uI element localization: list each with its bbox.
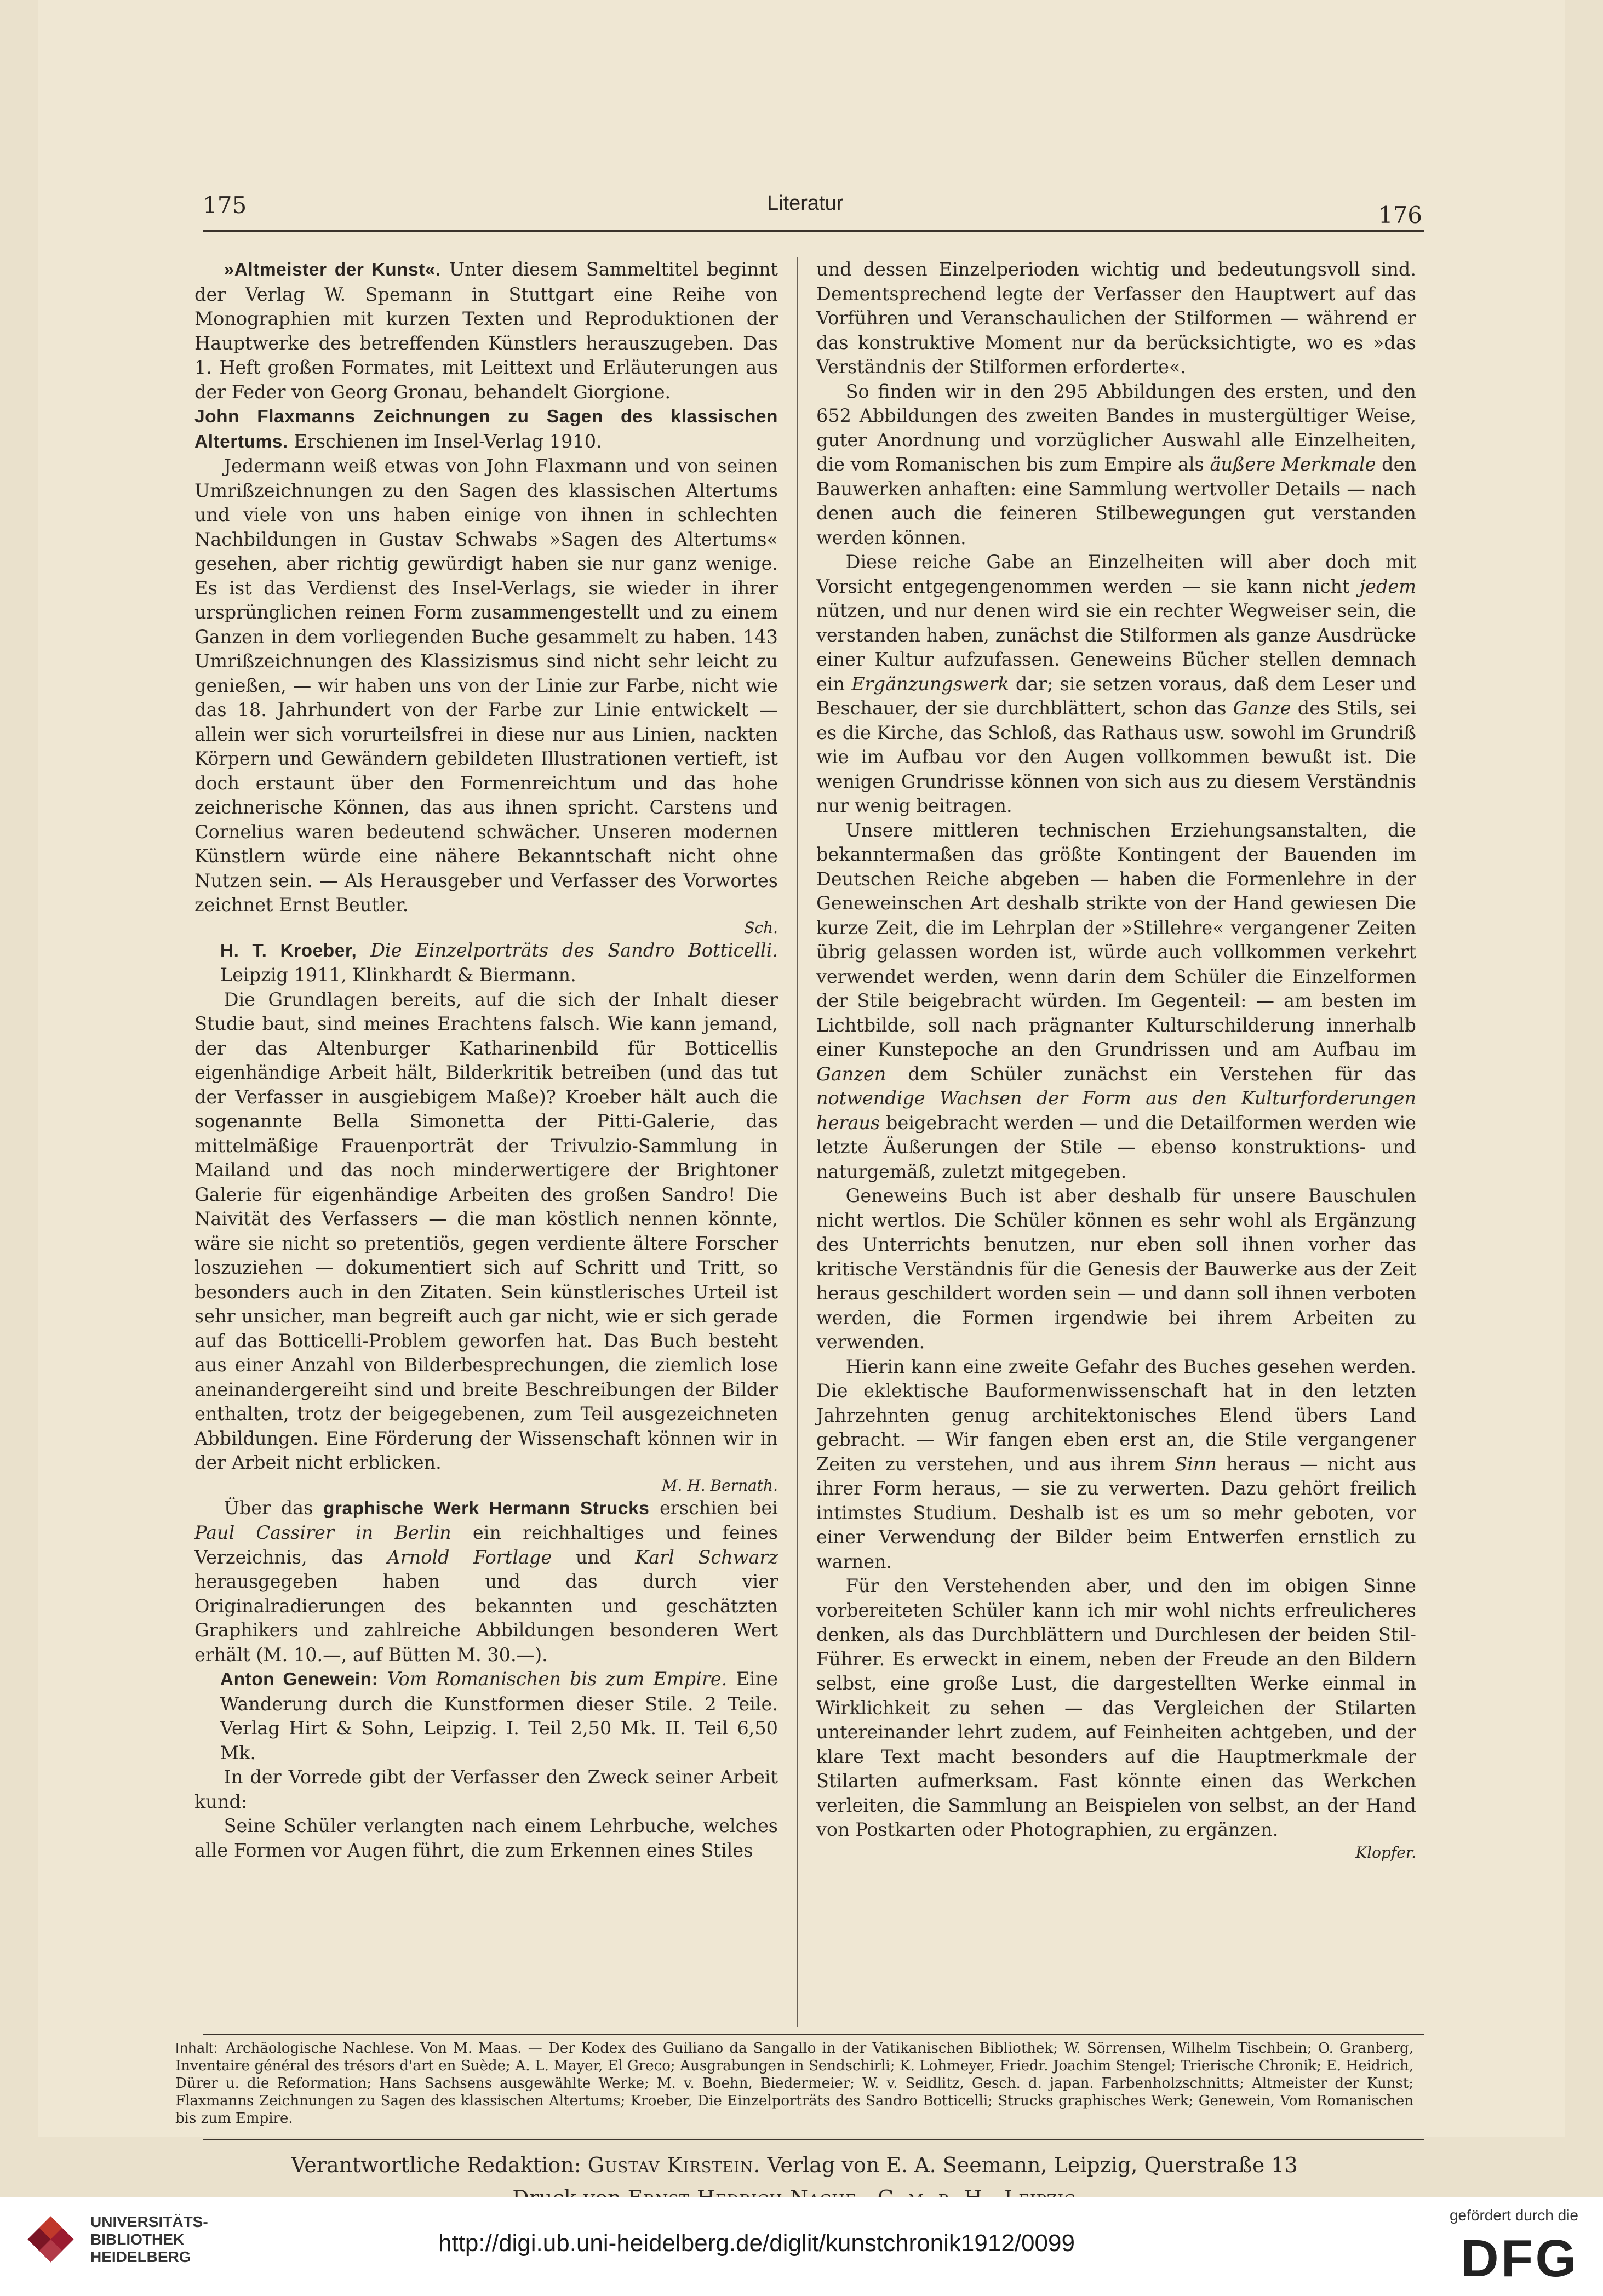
paragraph bbox=[816, 550, 1416, 818]
emphasis: jedem bbox=[1359, 575, 1416, 597]
emphasis: Ganzen bbox=[816, 1063, 886, 1085]
entry-genewein bbox=[194, 1667, 778, 1765]
signature: Sch. bbox=[744, 918, 778, 937]
paragraph: und dessen Einzelperioden wichtig und bedeutungsvoll sind. Dementsprechend legte der Verfasser den Hauptwert auf das Vorführen und Veranschaulichen der Stilformen — während er das konstruktive Moment nur da berücksichtigte, wo es »das Verständnis der Stilformen erforderte«. bbox=[816, 259, 1416, 377]
text: So finden wir in den 295 Abbildungen des ersten, und den 652 Abbildungen des zweiten Bandes in mustergültiger Weise, guter Anordnung und vorzüglicher Auswahl alle Einzelheiten, die vom Romanischen bis zum Empire als bbox=[816, 380, 1416, 475]
text: dar; sie setzen voraus, daß dem Leser und Beschauer, der sie durchblättert, schon das bbox=[816, 673, 1416, 719]
emphasis: Sinn bbox=[1175, 1453, 1217, 1475]
signature: Klopfer. bbox=[1355, 1843, 1416, 1862]
imprint-text: Verantwortliche Redaktion: bbox=[291, 2153, 581, 2177]
paragraph: Die Grundlagen bereits, auf die sich der Inhalt dieser Studie baut, sind meines Erachtens falsch. Wie kann jemand, der das Altenburger Katharinenbild für Botticellis eigenhändige Arbeit hält, Bilderkritik betreiben (und das tut der Verfasser in ausgiebigem Maße)? Kroeber hält auch die sogenannte Bella Simonetta der Pitti-Galerie, das mittelmäßige Frauenporträt der Trivulzio-Sammlung in Mailand und das noch minderwertigere der Brightoner Galerie für eigenhändige Arbeiten des großen Sandro! Die Naivität des Verfassers — die man köstlich nennen könnte, wäre sie nicht so pretentiös, gegen verdiente ältere Forscher loszuziehen — dokumentiert sich auf Schritt und Tritt, so besonders auch in den Zitaten. Sein künstlerisches Urteil ist sehr unsicher, man begreift auch gar nicht, wie er sich gerade auf das Botticelli-Problem geworfen hat. Das Buch besteht aus einer Anzahl von Bilderbesprechungen, die ziemlich lose aneinandergereiht sind und breite Beschreibungen der Bilder enthalten, trotz der beigegebenen, zum Teil ausgezeichneten Abbildungen. Eine Förderung der Wissenschaft können wir in der Arbeit nicht erblicken. bbox=[194, 988, 778, 1473]
contents-label: Inhalt: bbox=[175, 2040, 218, 2056]
text: den Bauwerken anhaften: eine Sammlung wertvoller Details — nach denen auch die feineren Stilbewegungen gut verstanden werden können. bbox=[816, 454, 1416, 548]
text: Hierin kann eine zweite Gefahr des Buches gesehen werden. Die eklektische Bauformenwissenschaft hat in den letzten Jahrzehnten genug architektonisches Elend übers Land gebracht. — Wir fangen eben erst an, die Stile vergangener Zeiten zu verstehen, und aus ihrem bbox=[816, 1355, 1416, 1475]
paragraph bbox=[816, 818, 1416, 1184]
dfg-logo[interactable]: DFG bbox=[1461, 2229, 1578, 2288]
emphasis: notwendige Wachsen der Form aus den Kulturforderungen heraus bbox=[816, 1087, 1416, 1133]
entry-text: ein reichhaltiges und feines Verzeichnis, das bbox=[194, 1522, 778, 1568]
ub-heidelberg-logo[interactable] bbox=[22, 2211, 208, 2268]
entry-text: Unter diesem Sammeltitel beginnt der Verlag W. Spemann in Stuttgart eine Reihe von Monographien mit kurzen Texten und Reproduktionen der Hauptwerke des betreffenden Künstlers herauszugeben. Das 1. Heft großen Formates, mit Leittext und Erläuterungen aus der Feder von Georg Gronau, behandelt Giorgione. bbox=[194, 259, 778, 403]
entry-text: herausgegeben haben und das durch vier Originalradierungen des bekannten und geschätzten Graphikers und zahlreiche Abbildungen besonderen Wert erhält (M. 10.—, auf Bütten M. 30.—). bbox=[194, 1571, 778, 1665]
entry-heading: graphische Werk Hermann Strucks bbox=[323, 1498, 650, 1519]
text: nützen, und nur denen wird sie ein rechter Wegweiser sein, die verstanden haben, zunächst die Stilformen als ganze Ausdrücke einer Kultur aufzufassen. Geneweins Bücher stellen demnach ein bbox=[816, 600, 1416, 695]
header-rule bbox=[203, 230, 1424, 232]
logo-line: UNIVERSITÄTS- bbox=[90, 2213, 208, 2230]
entry-text: erschien bei bbox=[659, 1497, 778, 1519]
entry-kroeber bbox=[194, 938, 778, 988]
imprint-line-1 bbox=[175, 2153, 1413, 2177]
paragraph: Seine Schüler verlangten nach einem Lehrbuche, welches alle Formen vor Augen führt, die zum Erkennen eines Stiles bbox=[194, 1815, 778, 1861]
funded-by-label: gefördert durch die bbox=[1449, 2207, 1578, 2224]
text: des Stils, sei es die Kirche, das Schloß, das Rathaus usw. sowohl im Grundriß wie im Aufbau vor den Augen vollkommen bewußt ist. Die wenigen Grundrisse können von sich aus zu diesem Verständnis nur wenig beitragen. bbox=[816, 697, 1416, 816]
entry-heading: »Altmeister der Kunst«. bbox=[224, 260, 441, 280]
paragraph: Jedermann weiß etwas von John Flaxmann und von seinen Umrißzeichnungen zu den Sagen des klassischen Altertums und viele von uns haben einige von ihnen in schlechten Nachbildungen in Gustav Schwabs »Sagen des Altertums« gesehen, aber richtig gewürdigt haben sie nur ganz wenige. Es ist das Verdienst des Insel-Verlags, sie wieder in ihrer ursprünglichen reinen Form zusammengestellt und zu einem Ganzen in dem vorliegenden Buche gesammelt zu haben. 143 Umrißzeichnungen des Klassizismus sind nicht sehr leicht zu genießen, — wir haben uns von der Linie zur Farbe, nicht wie das 18. Jahrhundert von der Farbe zur Linie entwickelt — allein wer sich vorurteilsfrei in diese nur aus Linien, nackten Körpern und Gewändern gebildeten Illustrationen vertieft, ist doch erstaunt über den Formenreichtum und das hohe zeichnerische Können, das aus ihnen spricht. Carstens und Cornelius waren bedeutend schwächer. Unseren modernen Künstlern würde eine nähere Bekanntschaft nicht ohne Nutzen sein. — Als Herausgeber und Verfasser des Vorwortes zeichnet Ernst Beutler. bbox=[194, 455, 778, 915]
page-number-right: 176 bbox=[1378, 202, 1422, 228]
text: beigebracht werden — und die Detailformen werden wie letzte Äußerungen der Stile — ebenso konstruktions- und naturgemäß, zuletzt mitgegeben. bbox=[816, 1112, 1416, 1182]
paragraph: In der Vorrede gibt der Verfasser den Zweck seiner Arbeit kund: bbox=[194, 1766, 778, 1812]
emphasis: Ergänzungswerk bbox=[851, 673, 1009, 695]
table-of-contents bbox=[175, 2039, 1413, 2127]
entry-text: und bbox=[575, 1546, 611, 1568]
paragraph bbox=[816, 1355, 1416, 1574]
emphasis: äußere Merkmale bbox=[1210, 454, 1376, 475]
ub-heidelberg-logo-icon bbox=[22, 2211, 79, 2268]
entry-heading: John Flaxmanns Zeichnungen zu Sagen des klassischen Altertums. bbox=[194, 406, 778, 452]
editor-name: Gustav Kirstein. bbox=[587, 2153, 761, 2177]
entry-text: Über das bbox=[224, 1497, 313, 1519]
contents-text: Archäologische Nachlese. Von M. Maas. — Der Kodex des Guiliano da Sangallo in der Vatikanischen Bibliothek; W. Sörrensen, Wilhelm Tischbein; O. Granberg, Inventaire général des trésors d'art en Suède; A. L. Mayer, El Greco; Ausgrabungen in Sendschirli; K. Lohmeyer, Friedr. Joachim Stengel; Trierische Chronik; E. Heidrich, Dürer u. die Reformation; Hans Sachsens ausgewählte Werke; M. v. Boehn, Biedermeier; W. v. Seidlitz, Gesch. d. japan. Farbenholzschnitts; Altmeister der Kunst; Flaxmanns Zeichnungen zu Sagen des klassischen Altertums; Kroeber, Die Einzelporträts des Sandro Botticelli; Strucks graphisches Werk; Genewein, Vom Romanischen bis zum Empire. bbox=[175, 2040, 1413, 2127]
editor-name: Arnold Fortlage bbox=[387, 1546, 552, 1568]
entry-text: Leipzig 1911, Klinkhardt & Biermann. bbox=[220, 964, 576, 986]
column-divider bbox=[797, 257, 798, 2027]
signature: M. H. Bernath. bbox=[661, 1476, 778, 1495]
entry-heading: H. T. Kroeber, bbox=[220, 940, 357, 961]
logo-line: BIBLIOTHEK bbox=[90, 2230, 185, 2248]
entry-text: Erschienen im Insel-Verlag 1910. bbox=[294, 430, 602, 452]
imprint-rule bbox=[203, 2139, 1424, 2140]
logo-line: HEIDELBERG bbox=[90, 2248, 191, 2265]
editor-name: Karl Schwarz bbox=[635, 1546, 778, 1568]
emphasis: Ganze bbox=[1233, 697, 1291, 719]
book-title: Vom Romanischen bis zum Empire. bbox=[387, 1668, 728, 1690]
book-title: Die Einzelporträts des Sandro Botticelli. bbox=[370, 939, 778, 961]
imprint-text: Verlag von E. A. Seemann, Leipzig, Querstraße 13 bbox=[767, 2153, 1298, 2177]
text: Unsere mittleren technischen Erziehungsanstalten, die bekanntermaßen das größte Kontingent der Bauenden im Deutschen Reiche abgeben — haben die Formenlehre in der Geneweinschen Art deshalb strikte von der Hand gewiesen Die kurze Zeit, die im Lehrplan der »Stillehre« vergangener Zeiten übrig gelassen worden ist, würde auch vollkommen verkehrt verwendet werden, wenn darin dem Schüler die Einzelformen der Stile beigebracht würden. Im Gegenteil: — am besten im Lichtbilde, soll nach prägnanter Kulturschilderung innerhalb einer Kunstepoche an den Grundrissen und am Aufbau im bbox=[816, 819, 1416, 1060]
entry-text: Eine Wanderung durch die Kunstformen dieser Stile. 2 Teile. Verlag Hirt & Sohn, Leipzig. I. Teil 2,50 Mk. II. Teil 6,50 Mk. bbox=[220, 1668, 778, 1763]
text: heraus — nicht aus ihrer Form heraus, — sie zu verwerten. Dazu gehört freilich intimstes Studium. Deshalb ist es um so mehr geboten, vor einer Verwendung der Bilder beim Entwerfen ernstlich zu warnen. bbox=[816, 1453, 1417, 1572]
logo-text bbox=[90, 2213, 208, 2266]
page-number-left: 175 bbox=[203, 192, 247, 219]
entry-flaxmann bbox=[194, 404, 778, 454]
paragraph: Für den Verstehenden aber, und den im obigen Sinne vorbereiteten Schüler kann ich mir wohl nichts erfreulicheres denken, als das Durchblättern und Durchlesen der beiden Stil-Führer. Es erweckt in einem, neben der Freude an den Bildern selbst, eine große Lust, die dargestellten Werke einmal in Wirklichkeit zu sehen — das Vergleichen der Stilarten untereinander lehrt zudem, auf Feinheiten achtgeben, und der klare Text macht besonders auf die Hauptmerkmale der Stilarten aufmerksam. Fast könnte einen das Werkchen verleiten, die Sammlung an Beispielen von selbst, an der Hand von Postkarten oder Photographien, zu ergänzen. bbox=[816, 1575, 1416, 1840]
entry-heading: Anton Genewein: bbox=[220, 1669, 379, 1690]
running-title: Literatur bbox=[767, 192, 844, 215]
entry-altmeister bbox=[194, 257, 778, 404]
left-column bbox=[194, 257, 778, 1863]
publisher: Paul Cassirer in Berlin bbox=[194, 1522, 451, 1543]
text: Diese reiche Gabe an Einzelheiten will aber doch mit Vorsicht entgegengenommen werden — sie kann nicht bbox=[816, 551, 1416, 597]
permalink-url[interactable]: http://digi.ub.uni-heidelberg.de/diglit/kunstchronik1912/0099 bbox=[438, 2230, 1075, 2257]
text: dem Schüler zunächst ein Verstehen für das bbox=[908, 1063, 1416, 1085]
contents-rule bbox=[203, 2034, 1424, 2035]
entry-struck bbox=[194, 1496, 778, 1668]
paragraph bbox=[816, 380, 1416, 551]
paragraph: Geneweins Buch ist aber deshalb für unsere Bauschulen nicht wertlos. Die Schüler können es sehr wohl als Ergänzung des Unterrichts benutzen, nur eben soll ihnen vorher das kritische Verständnis für die Genesis der Bauwerke aus der Zeit heraus geschildert worden sein — und dann soll ihnen verboten werden, die Formen irgendwie bei ihrem Arbeiten zu verwenden. bbox=[816, 1185, 1416, 1353]
right-column bbox=[816, 257, 1416, 1863]
